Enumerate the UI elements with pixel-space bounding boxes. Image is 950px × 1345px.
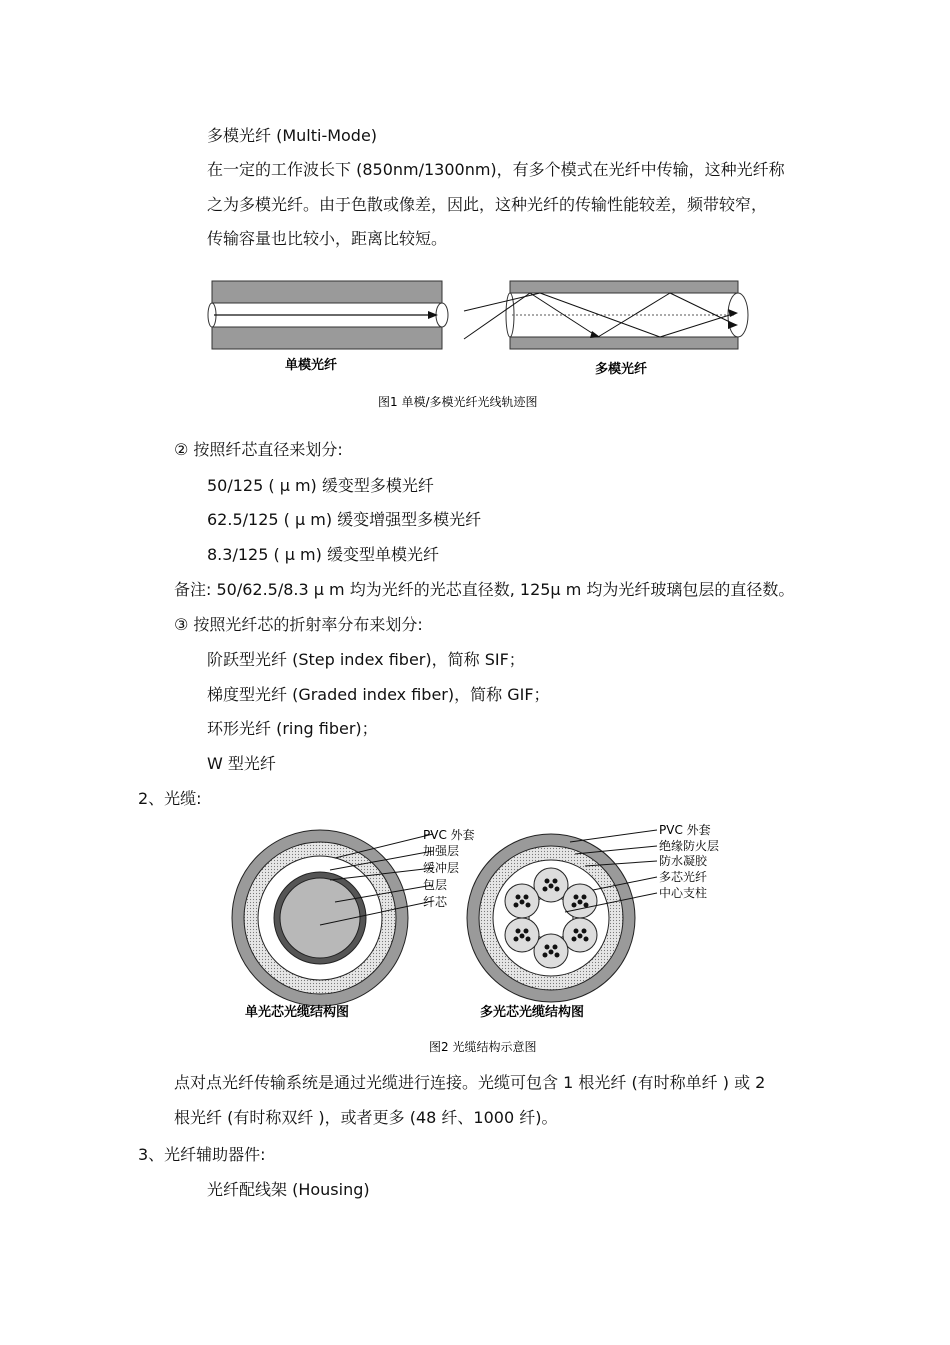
multimode-title: 多模光纤 (Multi-Mode) — [207, 126, 378, 145]
left-label-pvc-jacket: PVC 外套 — [423, 828, 475, 842]
cable-text-line-2: 根光纤 (有时称双纤 )，或者更多 (48 纤、1000 纤)。 — [174, 1108, 558, 1127]
cable-text-line-1: 点对点光纤传输系统是通过光缆进行连接。光缆可包含 1 根光纤 (有时称单纤 ) 或 2 — [174, 1073, 766, 1092]
left-label-strength-layer: 加强层 — [423, 844, 460, 858]
label-single-mode: 单模光纤 — [285, 358, 338, 373]
right-label-multicore-fiber: 多芯光纤 — [659, 870, 708, 884]
accessories-item-housing: 光纤配线架 (Housing) — [207, 1180, 370, 1199]
right-label-waterproof-gel: 防水凝胶 — [659, 854, 708, 868]
core-diameter-item-3: 8.3/125 ( μ m) 缓变型单模光纤 — [207, 545, 439, 564]
multimode-desc-line-1: 在一定的工作波长下 (850nm/1300nm)，有多个模式在光纤中传输，这种光纤称 — [207, 160, 785, 179]
single-core-cable-drawing — [232, 830, 433, 1006]
figure-1-fiber-diagram — [200, 275, 760, 415]
multi-core-cable-drawing — [467, 830, 657, 1002]
refractive-index-item-2: 梯度型光纤 (Graded index fiber)，简称 GIF； — [207, 685, 550, 704]
multimode-desc-line-2: 之为多模光纤。由于色散或像差，因此，这种光纤的传输性能较差，频带较窄， — [207, 195, 768, 214]
cable-heading: 2、光缆: — [138, 789, 202, 808]
single-core-cable-title: 单光芯光缆结构图 — [245, 1005, 350, 1020]
refractive-index-heading: ③ 按照光纤芯的折射率分布来划分: — [174, 615, 423, 634]
left-label-core: 纤芯 — [423, 895, 448, 909]
core-diameter-heading: ② 按照纤芯直径来划分: — [174, 440, 343, 459]
figure-2-caption: 图2 光缆结构示意图 — [429, 1040, 537, 1054]
multi-mode-fiber-drawing — [464, 281, 748, 349]
refractive-index-item-1: 阶跃型光纤 (Step index fiber)，简称 SIF； — [207, 650, 525, 669]
core-diameter-note: 备注: 50/62.5/8.3 μ m 均为光纤的光芯直径数, 125μ m 均为光纤玻璃包层的直径数。 — [174, 580, 795, 599]
multimode-desc-line-3: 传输容量也比较小，距离比较短。 — [207, 229, 448, 248]
right-label-center-strut: 中心支柱 — [659, 886, 708, 900]
right-label-fireproof-layer: 绝缘防火层 — [659, 839, 720, 853]
refractive-index-item-3: 环形光纤 (ring fiber)； — [207, 719, 378, 738]
single-mode-fiber-drawing — [208, 281, 448, 349]
figure-2-cable-diagram — [225, 820, 745, 1060]
left-label-cladding: 包层 — [423, 878, 448, 892]
label-multi-mode: 多模光纤 — [595, 362, 648, 377]
core-diameter-item-1: 50/125 ( μ m) 缓变型多模光纤 — [207, 476, 434, 495]
left-label-buffer-layer: 缓冲层 — [423, 861, 460, 875]
multi-core-cable-title: 多光芯光缆结构图 — [480, 1005, 585, 1020]
core-diameter-item-2: 62.5/125 ( μ m) 缓变增强型多模光纤 — [207, 510, 482, 529]
refractive-index-item-4: W 型光纤 — [207, 754, 276, 773]
accessories-heading: 3、光纤辅助器件: — [138, 1145, 266, 1164]
right-label-pvc-jacket: PVC 外套 — [659, 823, 711, 837]
figure-1-caption: 图1 单模/多模光纤光线轨迹图 — [378, 395, 538, 409]
